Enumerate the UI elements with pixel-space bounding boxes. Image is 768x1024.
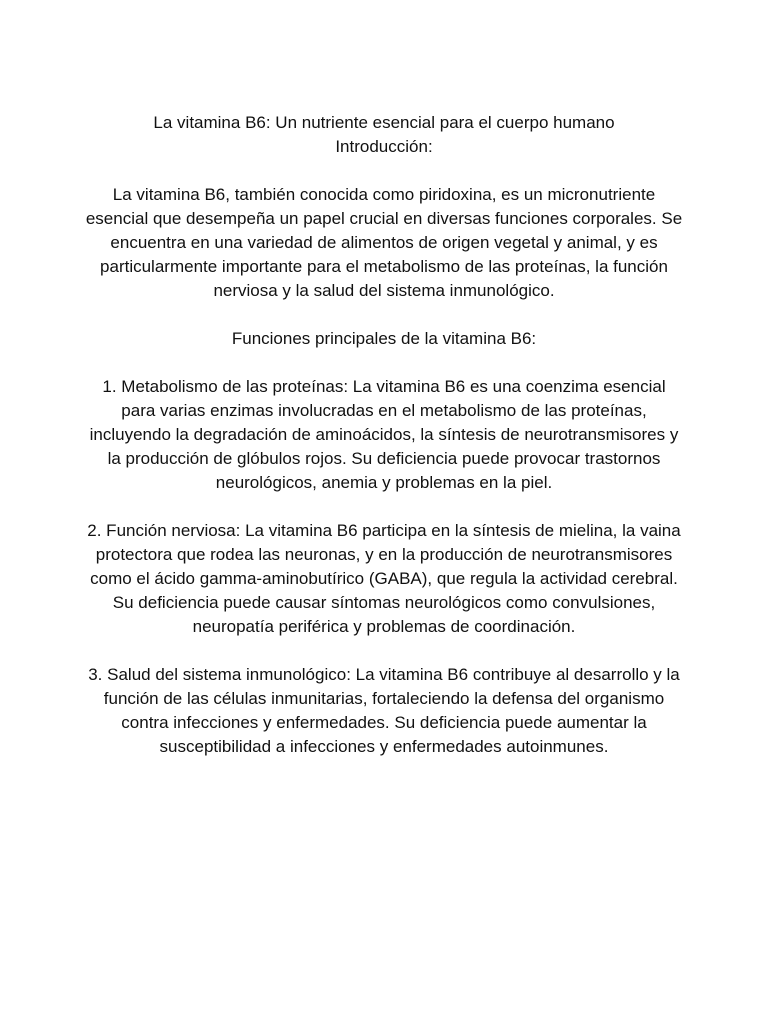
function-item-immune-health: 3. Salud del sistema inmunológico: La vitamina B6 contribuye al desarrollo y la función de las células inmunitarias, fortaleciendo la defensa del organismo contra infecciones y enfermedades. Su deficiencia puede aumentar la susceptibilidad a infecciones y enfermedades autoinmunes.: [88, 665, 680, 756]
intro-heading: Introducción:: [335, 137, 433, 156]
function-item-nervous-function: 2. Función nerviosa: La vitamina B6 participa en la síntesis de mielina, la vaina protectora que rodea las neuronas, y en la producción de neurotransmisores como el ácido gamma-aminobutírico (GABA), que regula la actividad cerebral. Su deficiencia puede causar síntomas neurológicos como convulsiones, neuropatía periférica y problemas de coordinación.: [87, 521, 681, 636]
spacer: [84, 639, 684, 663]
spacer: [84, 495, 684, 519]
spacer: [84, 303, 684, 327]
intro-paragraph: La vitamina B6, también conocida como piridoxina, es un micronutriente esencial que desempeña un papel crucial en diversas funciones corporales. Se encuentra en una variedad de alimentos de origen vegetal y animal, y es particularmente importante para el metabolismo de las proteínas, la función nerviosa y la salud del sistema inmunológico.: [85, 185, 683, 300]
functions-heading: Funciones principales de la vitamina B6:: [231, 329, 537, 348]
document-title: La vitamina B6: Un nutriente esencial para el cuerpo humano: [153, 113, 615, 132]
function-item-protein-metabolism: 1. Metabolismo de las proteínas: La vitamina B6 es una coenzima esencial para varias enzimas involucradas en el metabolismo de las proteínas, incluyendo la degradación de aminoácidos, la síntesis de neurotransmisores y la producción de glóbulos rojos. Su deficiencia puede provocar trastornos neurológicos, anemia y problemas en la piel.: [89, 377, 679, 492]
document-body: [84, 111, 684, 759]
spacer: [84, 159, 684, 183]
spacer: [84, 351, 684, 375]
